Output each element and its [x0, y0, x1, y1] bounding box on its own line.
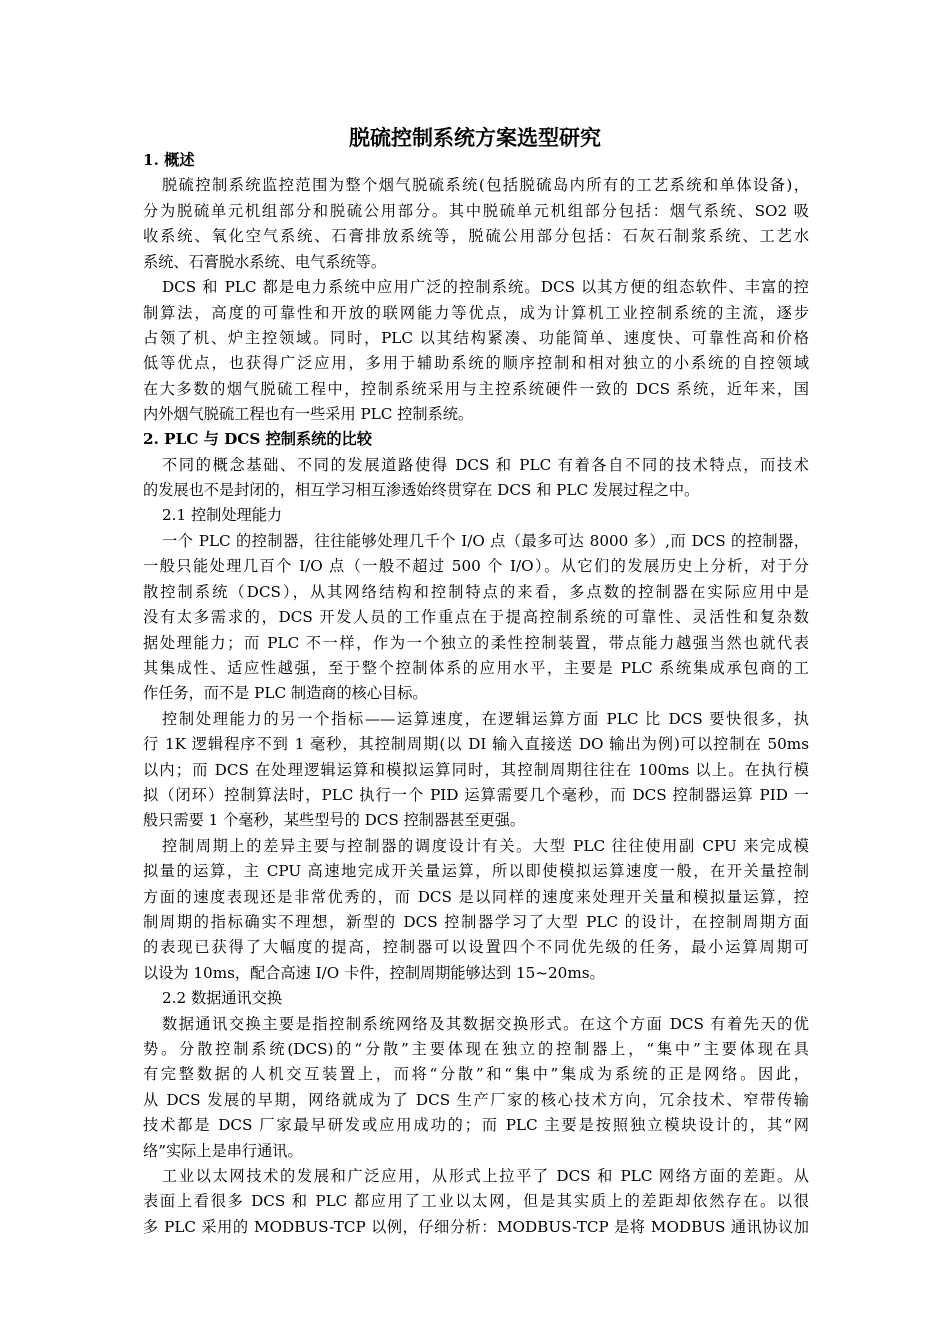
paragraph-line: 作任务，而不是 PLC 制造商的核心目标。	[143, 684, 428, 702]
paragraph-line: 没有太多需求的，DCS 开发人员的工作重点在于提高控制系统的可靠性、灵活性和复杂数	[143, 608, 809, 626]
document-title: 脱硫控制系统方案选型研究	[349, 126, 601, 150]
paragraph-line: 工业以太网技术的发展和广泛应用，从形式上拉平了 DCS 和 PLC 网络方面的差距。从	[162, 1167, 809, 1185]
paragraph-line: 络”实际上是串行通讯。	[143, 1142, 303, 1160]
paragraph-line: DCS 和 PLC 都是电力系统中应用广泛的控制系统。DCS 以其方便的组态软件、丰富的控	[162, 278, 809, 296]
paragraph-line: 一般只能处理几百个 I/O 点（一般不超过 500 个 I/O）。从它们的发展历史上分析，对于分	[143, 557, 809, 575]
paragraph-line: 拟量的运算，主 CPU 高速地完成开关量运算，所以即使模拟运算速度一般，在开关量控制	[143, 862, 809, 880]
paragraph-line: 内外烟气脱硫工程也有一些采用 PLC 控制系统。	[143, 405, 474, 423]
paragraph-line: 以内；而 DCS 在处理逻辑运算和模拟运算同时，其控制周期往往在 100ms 以上。在执行模	[143, 761, 809, 779]
paragraph-line: 在大多数的烟气脱硫工程中，控制系统采用与主控系统硬件一致的 DCS 系统，近年来，国	[143, 380, 809, 398]
section-heading-overview: 1. 概述	[143, 151, 195, 169]
paragraph-line: 散控制系统（DCS），从其网络结构和控制特点的来看，多点数的控制器在实际应用中是	[143, 583, 809, 601]
paragraph-line: 据处理能力；而 PLC 不一样，作为一个独立的柔性控制装置，带点能力越强当然也就代表	[143, 634, 809, 652]
paragraph-line: 般只需要 1 个毫秒，某些型号的 DCS 控制器甚至更强。	[143, 811, 526, 829]
paragraph-line: 控制处理能力的另一个指标——运算速度，在逻辑运算方面 PLC 比 DCS 要快很多，执	[162, 710, 809, 728]
paragraph-line: 势。分散控制系统(DCS)的“分散”主要体现在独立的控制器上，“集中”主要体现在具	[143, 1040, 809, 1058]
paragraph-line: 有完整数据的人机交互装置上，而将“分散”和“集中”集成为系统的正是网络。因此，	[143, 1065, 809, 1083]
paragraph-line: 制算法，高度的可靠性和开放的联网能力等优点，成为计算机工业控制系统的主流，逐步	[143, 304, 809, 322]
subsection-heading-communication: 2.2 数据通讯交换	[162, 989, 283, 1007]
paragraph-line: 的发展也不是封闭的，相互学习相互渗透始终贯穿在 DCS 和 PLC 发展过程之中。	[143, 481, 700, 499]
paragraph-line: 制周期的指标确实不理想，新型的 DCS 控制器学习了大型 PLC 的设计，在控制周期方面	[143, 913, 809, 931]
paragraph-line: 数据通讯交换主要是指控制系统网络及其数据交换形式。在这个方面 DCS 有着先天的优	[162, 1015, 809, 1033]
paragraph-line: 脱硫控制系统监控范围为整个烟气脱硫系统(包括脱硫岛内所有的工艺系统和单体设备)，	[162, 176, 809, 194]
paragraph-line: 低等优点，也获得广泛应用，多用于辅助系统的顺序控制和相对独立的小系统的自控领域	[143, 354, 809, 372]
paragraph-line: 方面的速度表现还是非常优秀的，而 DCS 是以同样的速度来处理开关量和模拟量运算，控	[143, 888, 809, 906]
paragraph-line: 表面上看很多 DCS 和 PLC 都应用了工业以太网，但是其实质上的差距却依然存在。以很	[143, 1192, 809, 1210]
paragraph-line: 不同的概念基础、不同的发展道路使得 DCS 和 PLC 有着各自不同的技术特点，而技术	[162, 456, 809, 474]
paragraph-line: 以设为 10ms，配合高速 I/O 卡件，控制周期能够达到 15~20ms。	[143, 964, 605, 982]
paragraph-line: 控制周期上的差异主要与控制器的调度设计有关。大型 PLC 往往使用副 CPU 来完成模	[162, 837, 809, 855]
paragraph-line: 的表现已获得了大幅度的提高，控制器可以设置四个不同优先级的任务，最小运算周期可	[143, 938, 809, 956]
paragraph-line: 其集成性、适应性越强，至于整个控制体系的应用水平，主要是 PLC 系统集成承包商的工	[143, 659, 809, 677]
paragraph-line: 行 1K 逻辑程序不到 1 毫秒，其控制周期(以 DI 输入直接送 DO 输出为例)可以控制在 50ms	[143, 735, 809, 753]
section-heading-comparison: 2. PLC 与 DCS 控制系统的比较	[143, 430, 372, 448]
paragraph-line: 从 DCS 发展的早期，网络就成为了 DCS 生产厂家的核心技术方向，冗余技术、窄带传输	[143, 1091, 809, 1109]
paragraph-line: 拟（闭环）控制算法时，PLC 执行一个 PID 运算需要几个毫秒，而 DCS 控制器运算 PID 一	[143, 786, 809, 804]
paragraph-line: 占领了机、炉主控领域。同时，PLC 以其结构紧凑、功能简单、速度快、可靠性高和价格	[143, 329, 809, 347]
paragraph-line: 多 PLC 采用的 MODBUS-TCP 以例，仔细分析：MODBUS-TCP 是将 MODBUS 通讯协议加	[143, 1218, 809, 1236]
paragraph-line: 技术都是 DCS 厂家最早研发或应用成功的；而 PLC 主要是按照独立模块设计的，其“网	[143, 1116, 809, 1134]
subsection-heading-processing: 2.1 控制处理能力	[162, 506, 283, 524]
paragraph-line: 一个 PLC 的控制器，往往能够处理几千个 I/O 点（最多可达 8000 多）,而 DCS 的控制器，	[162, 532, 809, 550]
paragraph-line: 分为脱硫单元机组部分和脱硫公用部分。其中脱硫单元机组部分包括：烟气系统、SO2 吸	[143, 202, 809, 220]
paragraph-line: 系统、石膏脱水系统、电气系统等。	[143, 253, 386, 271]
paragraph-line: 收系统、氧化空气系统、石膏排放系统等，脱硫公用部分包括：石灰石制浆系统、工艺水	[143, 227, 809, 245]
